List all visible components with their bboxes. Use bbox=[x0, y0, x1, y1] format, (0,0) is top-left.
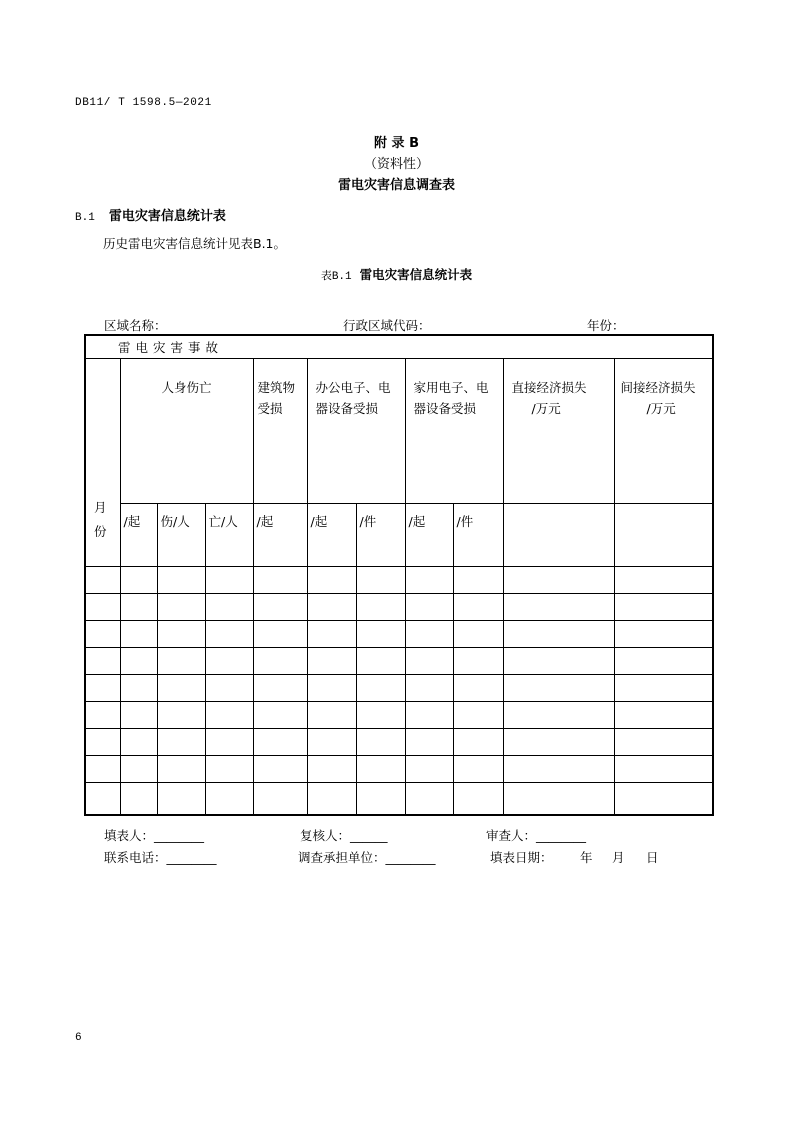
table-caption bbox=[0, 265, 793, 283]
fill-date-day: 日 bbox=[646, 850, 659, 865]
indirect-loss-unit: /万元 bbox=[646, 401, 676, 416]
table-caption-title: 雷电灾害信息统计表 bbox=[359, 267, 473, 282]
table-row bbox=[85, 648, 713, 675]
office-cases-unit: /起 bbox=[307, 504, 356, 567]
section-number: B.1 bbox=[75, 212, 95, 224]
direct-loss-value-header bbox=[503, 504, 614, 567]
document-code: DB11/ T 1598.5—2021 bbox=[75, 97, 212, 109]
table-row bbox=[85, 729, 713, 756]
table-row bbox=[85, 702, 713, 729]
direct-loss-label: 直接经济损失 bbox=[511, 380, 587, 395]
office-header: 办公电子、电器设备受损 bbox=[307, 359, 405, 504]
page-number: 6 bbox=[75, 1032, 82, 1044]
appendix-type: （资料性） bbox=[363, 157, 429, 172]
indirect-loss-header bbox=[614, 359, 713, 504]
fill-date-month: 月 bbox=[612, 850, 625, 865]
section-heading bbox=[75, 205, 226, 224]
fill-date-label: 填表日期： bbox=[490, 850, 553, 865]
auditor-field: 审查人：________ bbox=[486, 828, 587, 843]
phone-field: 联系电话：________ bbox=[104, 850, 217, 865]
table-row bbox=[85, 783, 713, 815]
fill-date-year: 年 bbox=[580, 850, 593, 865]
region-name-label: 区域名称： bbox=[104, 318, 167, 333]
home-items-unit: /件 bbox=[453, 504, 503, 567]
direct-loss-unit: /万元 bbox=[531, 401, 561, 416]
year-label: 年份： bbox=[587, 318, 625, 333]
casualty-header: 人身伤亡 bbox=[120, 359, 253, 504]
table-caption-number: 表B.1 bbox=[320, 271, 352, 283]
table-row bbox=[85, 756, 713, 783]
table-row bbox=[85, 675, 713, 702]
building-header: 建筑物受损 bbox=[253, 359, 307, 504]
indirect-loss-value-header bbox=[614, 504, 713, 567]
indirect-loss-label: 间接经济损失 bbox=[620, 380, 696, 395]
building-cases-unit: /起 bbox=[253, 504, 307, 567]
direct-loss-header bbox=[503, 359, 614, 504]
home-header: 家用电子、电器设备受损 bbox=[405, 359, 503, 504]
group-title: 雷电灾害事故 bbox=[85, 335, 713, 359]
home-cases-unit: /起 bbox=[405, 504, 453, 567]
appendix-title: 雷电灾害信息调查表 bbox=[337, 178, 455, 193]
lightning-disaster-stat-table bbox=[84, 334, 714, 816]
survey-unit-field: 调查承担单位：________ bbox=[298, 850, 436, 865]
office-items-unit: /件 bbox=[356, 504, 405, 567]
admin-code-label: 行政区域代码： bbox=[343, 318, 431, 333]
month-header: 月份 bbox=[85, 359, 120, 567]
casualty-cases-unit: /起 bbox=[120, 504, 157, 567]
appendix-label: 附 录 B bbox=[374, 136, 419, 151]
table-row bbox=[85, 567, 713, 594]
body-paragraph: 历史雷电灾害信息统计见表B.1。 bbox=[103, 236, 287, 251]
section-title: 雷电灾害信息统计表 bbox=[108, 209, 226, 224]
table-row bbox=[85, 594, 713, 621]
table-row bbox=[85, 621, 713, 648]
injured-unit: 伤/人 bbox=[157, 504, 205, 567]
dead-unit: 亡/人 bbox=[205, 504, 253, 567]
reviewer-field: 复核人：______ bbox=[300, 828, 388, 843]
filler-field: 填表人：________ bbox=[104, 828, 205, 843]
